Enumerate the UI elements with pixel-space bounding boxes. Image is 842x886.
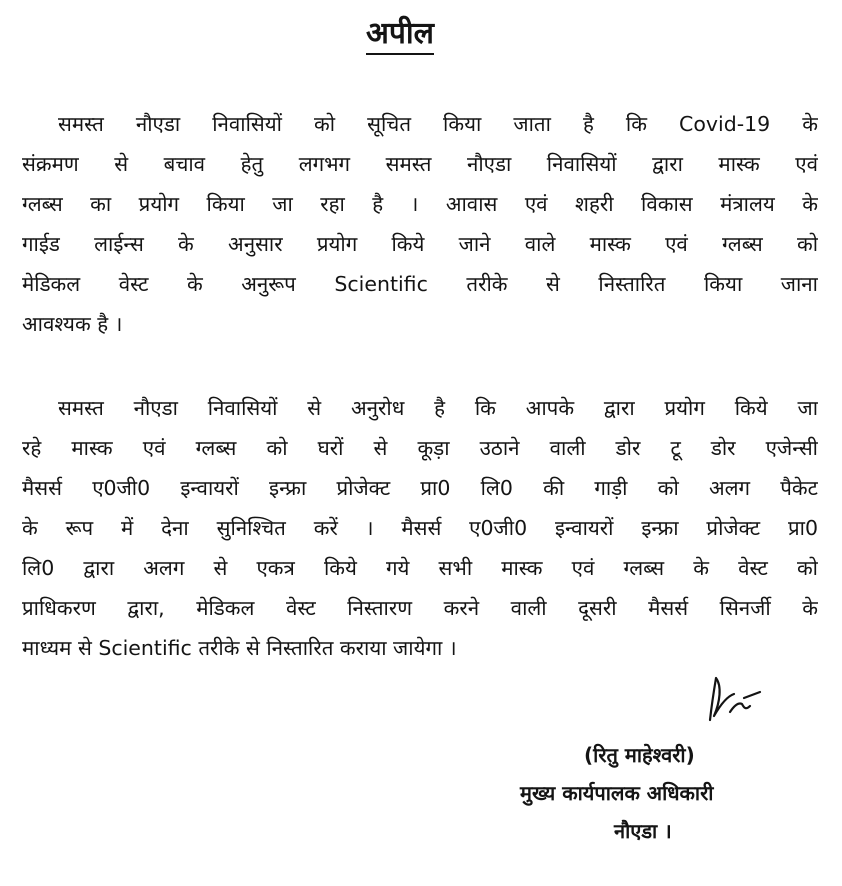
- paragraph-2: [22, 388, 818, 668]
- signatory-place: नौएडा ।: [614, 819, 672, 843]
- paragraph-line: माध्यम से Scientific तरीके से निस्तारित कराया जायेगा ।: [22, 636, 457, 660]
- paragraph-line: के रूप में देना सुनिश्चित करें । मैसर्स ए0जी0 इन्वायरों इन्फ्रा प्रोजेक्ट प्रा0: [22, 516, 818, 540]
- paragraph-line: रहे मास्क एवं ग्लब्स को घरों से कूड़ा उठाने वाली डोर टू डोर एजेन्सी: [22, 436, 818, 460]
- paragraph-line: समस्त नौएडा निवासियों को सूचित किया जाता है कि Covid-19 के: [58, 112, 818, 136]
- handwritten-signature: [700, 672, 770, 736]
- paragraph-line: मेडिकल वेस्ट के अनुरूप Scientific तरीके से निस्तारित किया जाना: [22, 272, 818, 296]
- paragraph-line: गाईड लाईन्स के अनुसार प्रयोग किये जाने वाले मास्क एवं ग्लब्स को: [22, 232, 818, 256]
- paragraph-line: आवश्यक है ।: [22, 312, 123, 336]
- signatory-designation: मुख्य कार्यपालक अधिकारी: [520, 781, 714, 805]
- paragraph-line: समस्त नौएडा निवासियों से अनुरोध है कि आपके द्वारा प्रयोग किये जा: [58, 396, 818, 420]
- paragraph-1: [22, 104, 818, 344]
- paragraph-line: लि0 द्वारा अलग से एकत्र किये गये सभी मास्क एवं ग्लब्स के वेस्ट को: [22, 556, 818, 580]
- paragraph-line: ग्लब्स का प्रयोग किया जा रहा है । आवास एवं शहरी विकास मंत्रालय के: [22, 192, 818, 216]
- signature-block: [500, 736, 820, 850]
- title-text: अपील: [366, 16, 434, 55]
- paragraph-line: संक्रमण से बचाव हेतु लगभग समस्त नौएडा निवासियों द्वारा मास्क एवं: [22, 152, 818, 176]
- signatory-name: (रितु माहेश्वरी): [584, 743, 695, 767]
- paragraph-line: प्राधिकरण द्वारा, मेडिकल वेस्ट निस्तारण करने वाली दूसरी मैसर्स सिनर्जी के: [22, 596, 818, 620]
- document-title: [0, 14, 800, 54]
- paragraph-line: मैसर्स ए0जी0 इन्वायरों इन्फ्रा प्रोजेक्ट प्रा0 लि0 की गाड़ी को अलग पैकेट: [22, 476, 818, 500]
